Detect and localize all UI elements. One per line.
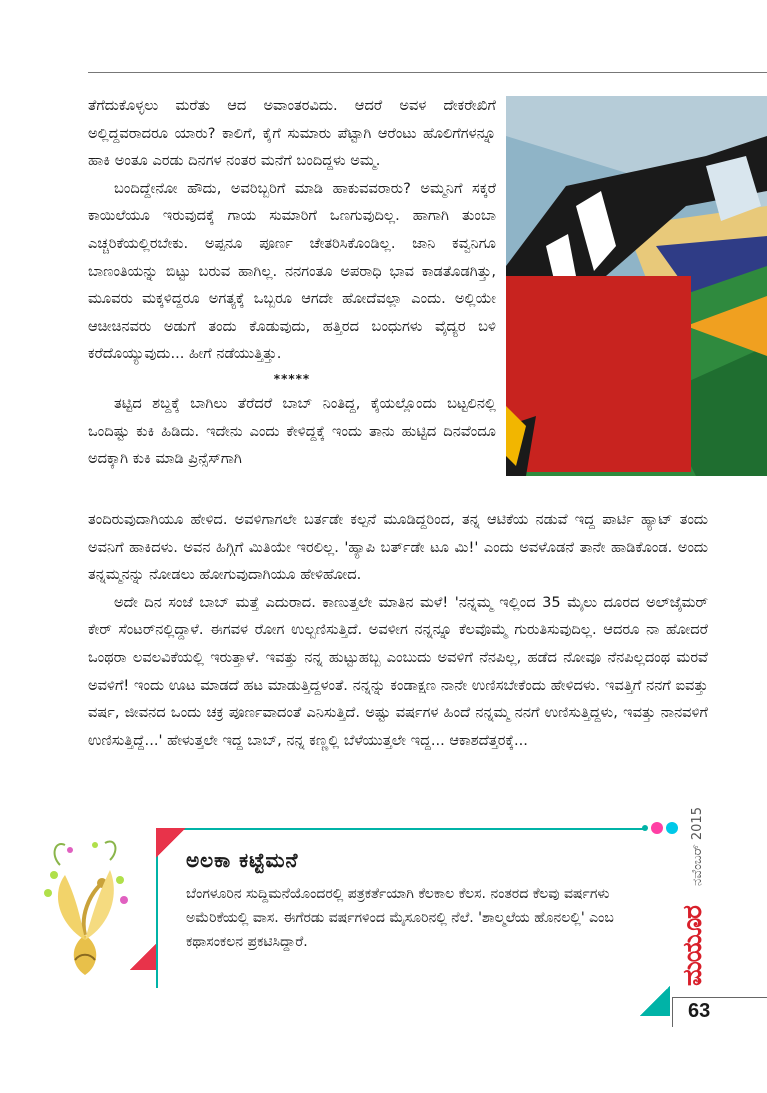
article-column-top bbox=[88, 92, 496, 473]
paragraph-4: ಅದೇ ದಿನ ಸಂಜೆ ಬಾಬ್ ಮತ್ತೆ ಎದುರಾದ. ಕಾಣುತ್ತಲೇ ಮಾತಿನ ಮಳೆ! 'ನನ್ನಮ್ಮ ಇಲ್ಲಿಂದ 35 ಮೈಲು ದೂರದ ಅಲ್‌ಜೈಮರ್ ಕೇರ್ ಸೆಂಟರ್‌ನಲ್ಲಿದ್ದಾಳೆ. ಈಗವಳ ರೋಗ ಉಲ್ಬಣಿಸುತ್ತಿದೆ. ಅವಳೀಗ ನನ್ನನ್ನೂ ಕೆಲವೊಮ್ಮೆ ಗುರುತಿಸುವುದಿಲ್ಲ. ಆದರೂ ನಾ ಹೋದರೆ ಒಂಥರಾ ಲವಲವಿಕೆಯಲ್ಲಿ ಇರುತ್ತಾಳೆ. ಇವತ್ತು ನನ್ನ ಹುಟ್ಟುಹಬ್ಬ ಎಂಬುದು ಅವಳಿಗೆ ನೆನಪಿಲ್ಲ, ಹಡೆದ ನೋವೂ ನೆನಪಿಲ್ಲದಂಥ ಮರವೆ ಅವಳಿಗೆ! ಇಂದು ಊಟ ಮಾಡದೆ ಹಟ ಮಾಡುತ್ತಿದ್ದಳಂತೆ. ನನ್ನನ್ನು ಕಂಡಾಕ್ಷಣ ನಾನೇ ಉಣಿಸಬೇಕೆಂದು ಹೇಳಿದಳು. ಇವತ್ತಿಗೆ ನನಗೆ ಐವತ್ತು ವರ್ಷ, ಜೀವನದ ಒಂದು ಚಕ್ರ ಪೂರ್ಣವಾದಂತೆ ಎನಿಸುತ್ತಿದೆ. ಅಷ್ಟು ವರ್ಷಗಳ ಹಿಂದೆ ನನ್ನಮ್ಮ ನನಗೆ ಉಣಿಸುತ್ತಿದ್ದಳು, ಇವತ್ತು ನಾನವಳಿಗೆ ಉಣಿಸುತ್ತಿದ್ದೆ...' ಹೇಳುತ್ತಲೇ ಇದ್ದ ಬಾಬ್, ನನ್ನ ಕಣ್ಣಲ್ಲಿ ಬೆಳೆಯುತ್ತಲೇ ಇದ್ದ... ಆಕಾಶದೆತ್ತರಕ್ಕೆ... bbox=[88, 593, 708, 749]
section-separator: ***** bbox=[273, 371, 311, 386]
dot-icon bbox=[651, 822, 663, 834]
paragraph-3-continued: ತಂದಿರುವುದಾಗಿಯೂ ಹೇಳಿದ. ಅವಳಿಗಾಗಲೇ ಬರ್ತಡೇ ಕಲ್ಪನೆ ಮೂಡಿದ್ದರಿಂದ, ತನ್ನ ಆಟಿಕೆಯ ನಡುವೆ ಇದ್ದ ಪಾರ್ಟಿ ಹ್ಯಾಟ್ ತಂದು ಅವನಿಗೆ ಹಾಕಿದಳು. ಅವನ ಹಿಗ್ಗಿಗೆ ಮಿತಿಯೇ ಇರಲಿಲ್ಲ. 'ಹ್ಯಾಪಿ ಬರ್ತ್‌ಡೇ ಟೂ ಮಿ!' ಎಂದು ಅವಳೊಡನೆ ತಾನೇ ಹಾಡಿಕೊಂಡ. ಅಂದು ತನ್ನಮ್ಮನನ್ನು ನೋಡಲು ಹೋಗುವುದಾಗಿಯೂ ಹೇಳಿಹೋದ. bbox=[88, 511, 708, 584]
author-bio bbox=[172, 848, 642, 954]
issue-date: ನವೆಂಬರ್ 2015 bbox=[690, 807, 705, 887]
illustration bbox=[506, 96, 767, 476]
page-number-divider bbox=[672, 997, 673, 1027]
peacock-icon bbox=[40, 835, 130, 985]
peacock-illustration bbox=[40, 835, 130, 985]
author-name: ಅಲಕಾ ಕಟ್ಟೆಮನೆ bbox=[186, 848, 299, 872]
top-rule bbox=[88, 72, 767, 73]
page-number: 63 bbox=[688, 1000, 711, 1022]
paragraph-3: ತಟ್ಟಿದ ಶಬ್ದಕ್ಕೆ ಬಾಗಿಲು ತೆರೆದರೆ ಬಾಬ್ ನಿಂತಿದ್ದ, ಕೈಯಲ್ಲೊಂದು ಬಟ್ಟಲಿನಲ್ಲಿ ಒಂದಿಷ್ಟು ಕುಕಿ ಹಿಡಿದು. ಇದೇನು ಎಂದು ಕೇಳಿದ್ದಕ್ಕೆ ಇಂದು ತಾನು ಹುಟ್ಟಿದ ದಿನವೆಂದೂ ಅದಕ್ಕಾಗಿ ಕುಕಿ ಮಾಡಿ ಪ್ರಿನ್ಸೆಸ್‌ಗಾಗಿ bbox=[88, 394, 496, 468]
bio-corner-decoration-bottom bbox=[640, 986, 670, 1016]
bio-border-top bbox=[156, 828, 646, 830]
article-column-bottom bbox=[88, 506, 708, 754]
author-description: ಬೆಂಗಳೂರಿನ ಸುದ್ದಿಮನೆಯೊಂದರಲ್ಲಿ ಪತ್ರಕರ್ತೆಯಾಗಿ ಕೆಲಕಾಲ ಕೆಲಸ. ನಂತರದ ಕೆಲವು ವರ್ಷಗಳು ಅಮೆರಿಕೆಯಲ್ಲಿ ವಾಸ. ಈಗೆರಡು ವರ್ಷಗಳಿಂದ ಮೈಸೂರಿನಲ್ಲಿ ನೆಲೆ. 'ಶಾಲ್ಮಲೆಯ ಹೊನಲಲ್ಲಿ' ಎಂಬ ಕಥಾಸಂಕಲನ ಪ್ರಕಟಿಸಿದ್ದಾರೆ. bbox=[186, 886, 614, 950]
page-number-rule bbox=[672, 997, 767, 998]
paragraph-1: ತೆಗೆದುಕೊಳ್ಳಲು ಮರೆತು ಆದ ಅವಾಂತರವಿದು. ಆದರೆ ಅವಳ ದೇಕರೇಖಿಗೆ ಅಲ್ಲಿದ್ದವರಾದರೂ ಯಾರು? ಕಾಲಿಗೆ, ಕೈಗೆ ಸುಮಾರು ಪೆಟ್ಟಾಗಿ ಆರೆಂಟು ಹೊಲಿಗೆಗಳನ್ನೂ ಹಾಕಿ ಅಂತೂ ಎರಡು ದಿನಗಳ ನಂತರ ಮನೆಗೆ ಬಂದಿದ್ದಳು ಅಮ್ಮ. bbox=[88, 97, 496, 170]
abstract-illustration bbox=[506, 96, 767, 476]
bio-left-decoration bbox=[130, 944, 156, 970]
dot-icon bbox=[642, 825, 648, 831]
dot-icon bbox=[666, 822, 678, 834]
magazine-name: ಮಯೂರ bbox=[678, 906, 708, 986]
paragraph-2: ಬಂದಿದ್ದೇನೋ ಹೌದು, ಅವರಿಬ್ಬರಿಗೆ ಮಾಡಿ ಹಾಕುವವರಾರು? ಅಮ್ಮನಿಗೆ ಸಕ್ಕರೆ ಕಾಯಿಲೆಯೂ ಇರುವುದಕ್ಕೆ ಗಾಯ ಸುಮಾರಿಗೆ ಒಣಗುವುದಿಲ್ಲ. ಹಾಗಾಗಿ ತುಂಬಾ ಎಚ್ಚರಿಕೆಯಲ್ಲಿರಬೇಕು. ಅಪ್ಪನೂ ಪೂರ್ಣ ಚೇತರಿಸಿಕೊಂಡಿಲ್ಲ. ಜಾನಿ ಕವ್ವನಿಗೂ ಬಾಣಂತಿಯನ್ನು ಬಿಟ್ಟು ಬರುವ ಹಾಗಿಲ್ಲ. ನನಗಂತೂ ಅಪರಾಧಿ ಭಾವ ಕಾಡತೊಡಗಿತ್ತು, ಮೂವರು ಮಕ್ಕಳಿದ್ದರೂ ಅಗತ್ಯಕ್ಕೆ ಒಬ್ಬರೂ ಆಗದೇ ಹೋದೆವಲ್ಲಾ ಎಂದು. ಅಲ್ಲಿಯೇ ಆಚೀಚಿನವರು ಅಡುಗೆ ತಂದು ಕೊಡುವುದು, ಹತ್ತಿರದ ಬಂಧುಗಳು ವೈದ್ಯರ ಬಳಿ ಕರೆದೊಯ್ಯುವುದು... ಹೀಗೆ ನಡೆಯುತ್ತಿತ್ತು. bbox=[88, 179, 496, 363]
